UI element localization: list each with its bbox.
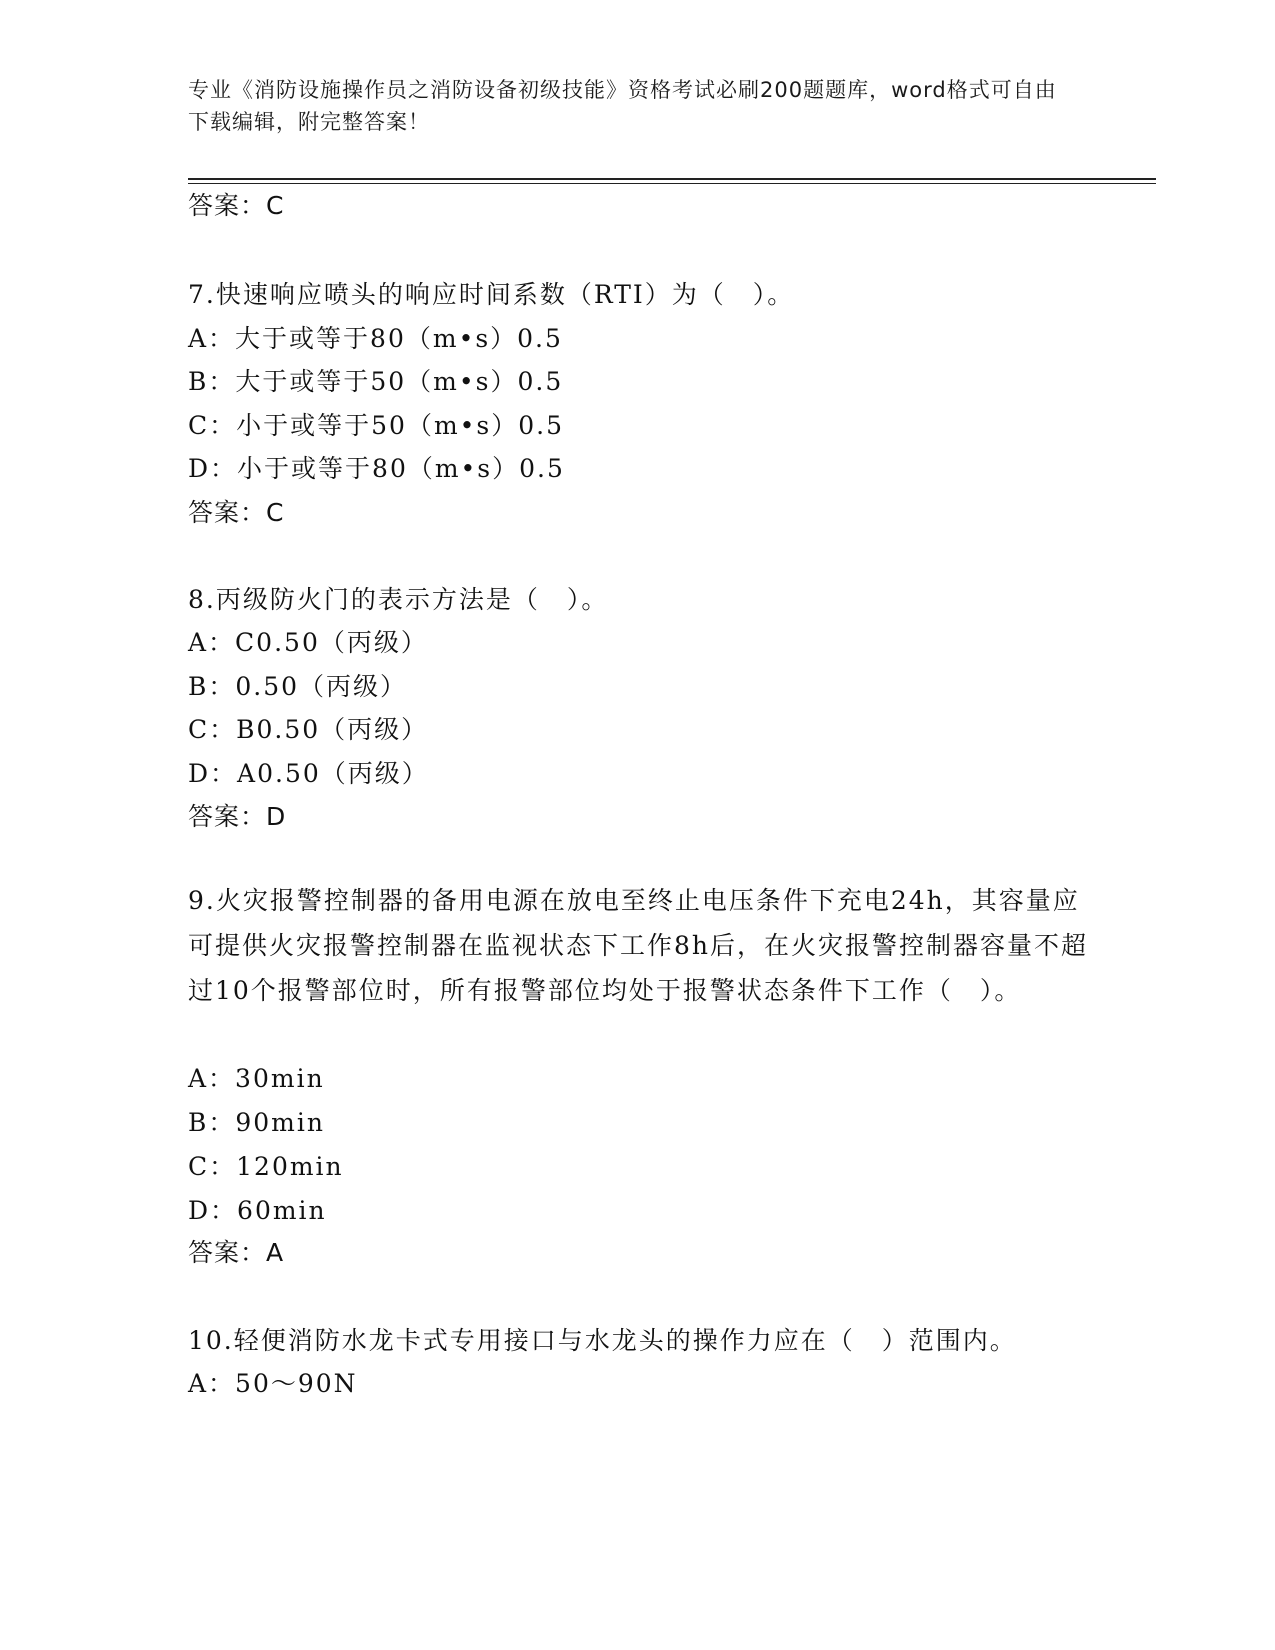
question-7-stem: 7.快速响应喷头的响应时间系数（RTI）为（ ）。 [188,280,795,309]
question-8-option-a: A：C0.50（丙级） [188,628,428,657]
question-8-option-b: B：0.50（丙级） [188,672,408,701]
question-7-option-d: D：小于或等于80（m•s）0.5 [188,454,565,483]
question-9-stem: 9.火灾报警控制器的备用电源在放电至终止电压条件下充电24h，其容量应可提供火灾报警控制器在监视状态下工作8h后，在火灾报警控制器容量不超过10个报警部位时，所有报警部位均处于报警状态条件下工作（ ）。 [188,886,1089,1005]
question-9-option-a: A：30min [188,1064,325,1093]
question-9-option-b: B：90min [188,1108,325,1137]
question-9-answer: 答案：A [188,1238,285,1267]
question-7-answer: 答案：C [188,498,285,527]
question-8-option-c: C：B0.50（丙级） [188,715,429,744]
question-8-option-d: D：A0.50（丙级） [188,759,429,788]
question-7-option-a: A：大于或等于80（m•s）0.5 [188,324,563,353]
question-7-option-b: B：大于或等于50（m•s）0.5 [188,367,564,396]
document-header: 专业《消防设施操作员之消防设备初级技能》资格考试必刷200题题库，word格式可自由下载编辑，附完整答案！ [188,78,1057,134]
question-8-stem: 8.丙级防火门的表示方法是（ ）。 [188,585,609,614]
question-10-stem: 10.轻便消防水龙卡式专用接口与水龙头的操作力应在（ ）范围内。 [188,1326,1017,1355]
question-7-option-c: C：小于或等于50（m•s）0.5 [188,411,564,440]
previous-answer: 答案：C [188,191,285,220]
question-9-option-c: C：120min [188,1152,344,1181]
question-9-option-d: D：60min [188,1196,327,1225]
question-8-answer: 答案：D [188,802,287,831]
header-divider-thin [188,183,1156,184]
question-10-option-a: A：50～90N [188,1369,358,1398]
header-divider-thick [188,178,1156,180]
